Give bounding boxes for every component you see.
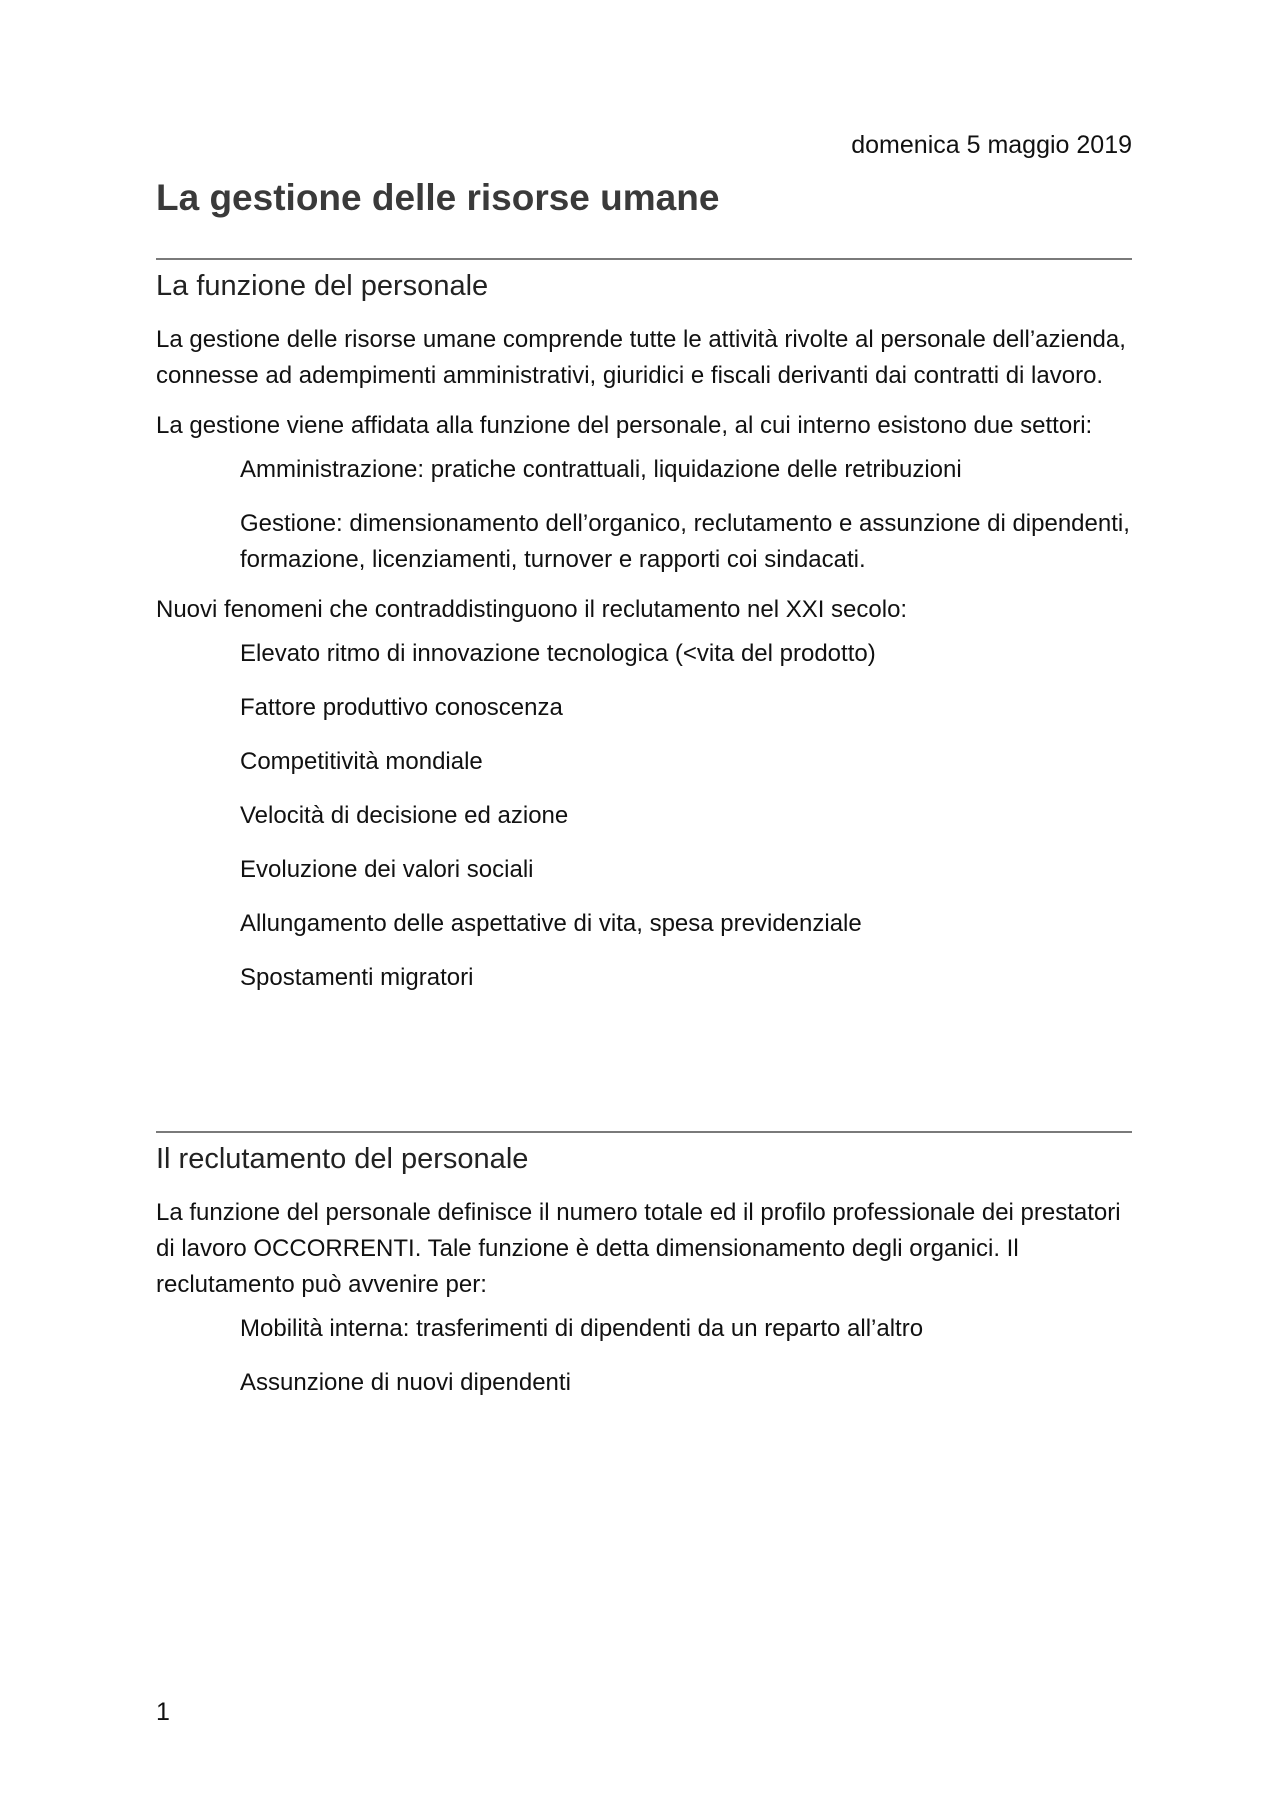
fenomeni-list: [156, 636, 1132, 996]
section-title: Il reclutamento del personale: [156, 1143, 529, 1175]
section-funzione-personale: [156, 258, 1132, 996]
list-item: Elevato ritmo di innovazione tecnologica (<vita del prodotto): [240, 640, 876, 667]
page-number: 1: [156, 1698, 170, 1726]
paragraph: Nuovi fenomeni che contraddistinguono il reclutamento nel XXI secolo:: [156, 596, 908, 623]
section-divider: [156, 1131, 1132, 1133]
paragraph: La gestione viene affidata alla funzione del personale, al cui interno esistono due settori:: [156, 412, 1093, 439]
list-item: Allungamento delle aspettative di vita, spesa previdenziale: [240, 910, 862, 937]
list-item: Mobilità interna: trasferimenti di dipendenti da un reparto all’altro: [240, 1315, 924, 1342]
list-item: Fattore produttivo conoscenza: [240, 694, 563, 721]
settori-list: [156, 452, 1132, 578]
section-title: La funzione del personale: [156, 270, 489, 302]
reclutamento-list: [156, 1311, 1132, 1401]
paragraph: La funzione del personale definisce il numero totale ed il profilo professionale dei prestatori di lavoro OCCORRENTI. Tale funzione è detta dimensionamento degli organici. Il reclutamento può avvenire per:: [156, 1199, 1121, 1298]
document-title: La gestione delle risorse umane: [156, 177, 720, 218]
list-item: Spostamenti migratori: [240, 964, 474, 991]
paragraph: La gestione delle risorse umane comprende tutte le attività rivolte al personale dell’azienda, connesse ad adempimenti amministrativi, giuridici e fiscali derivanti dai contratti di lavoro.: [156, 326, 1126, 389]
list-item: Gestione: dimensionamento dell’organico, reclutamento e assunzione di dipendenti, formazione, licenziamenti, turnover e rapporti coi sindacati.: [240, 510, 1130, 573]
section-divider: [156, 258, 1132, 260]
list-item: Amministrazione: pratiche contrattuali, liquidazione delle retribuzioni: [240, 456, 962, 483]
document-date: domenica 5 maggio 2019: [851, 131, 1132, 159]
list-item: Assunzione di nuovi dipendenti: [240, 1369, 571, 1396]
list-item: Velocità di decisione ed azione: [240, 802, 569, 829]
list-item: Competitività mondiale: [240, 748, 483, 775]
section-reclutamento-personale: [156, 1131, 1132, 1401]
list-item: Evoluzione dei valori sociali: [240, 856, 534, 883]
